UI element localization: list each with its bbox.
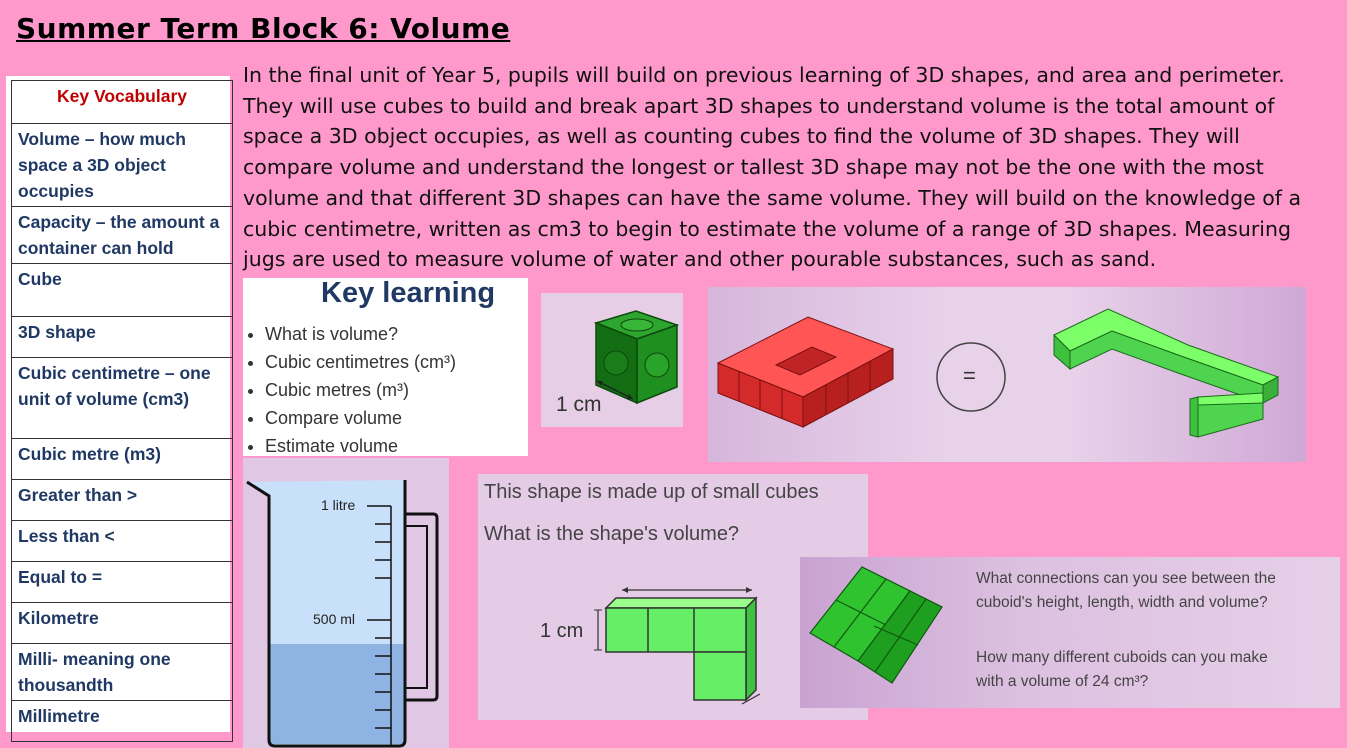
vocab-row: Kilometre [12, 603, 233, 644]
vocab-row: Greater than > [12, 480, 233, 521]
list-item: • What is volume? [265, 320, 456, 348]
question-2-line-2: with a volume of 24 cm³? [976, 673, 1149, 690]
water-fill [269, 644, 405, 744]
jug-label-500-ml: 500 ml [313, 611, 356, 627]
connections-question-1 [976, 567, 1276, 615]
cube-size-label: 1 cm [556, 393, 602, 416]
connections-panel [800, 557, 1340, 708]
list-item: • Estimate volume [265, 432, 456, 460]
page-title: Summer Term Block 6: Volume [16, 12, 511, 45]
vocab-row: Capacity – the amount a container can hold [12, 207, 233, 264]
shape-question-line-1: This shape is made up of small cubes [484, 481, 819, 503]
connections-question-2 [976, 646, 1268, 694]
unit-cube-panel [541, 293, 683, 427]
vocab-row: Cubic centimetre – one unit of volume (cm3) [12, 358, 233, 439]
vocab-row: Equal to = [12, 562, 233, 603]
equals-symbol: = [963, 363, 976, 388]
shape-question-line-2: What is the shape's volume? [484, 523, 740, 545]
vocabulary-table [11, 80, 233, 742]
key-learning-list [247, 320, 456, 460]
question-2-line-1: How many different cuboids can you make [976, 649, 1268, 666]
key-vocabulary-panel [6, 76, 230, 732]
equal-volume-panel [708, 287, 1306, 462]
vocabulary-heading: Key Vocabulary [12, 81, 233, 124]
vocab-row: Volume – how much space a 3D object occupies [12, 124, 233, 207]
vocab-row: 3D shape [12, 317, 233, 358]
list-item: • Cubic metres (m³) [265, 376, 456, 404]
list-item: • Compare volume [265, 404, 456, 432]
vocab-row: Milli- meaning one thousandth [12, 644, 233, 701]
measuring-jug-panel [243, 458, 449, 748]
vocab-row: Cubic metre (m3) [12, 439, 233, 480]
jug-label-1-litre: 1 litre [321, 497, 356, 513]
intro-paragraph: In the final unit of Year 5, pupils will build on previous learning of 3D shapes, and area and perimeter. They will use cubes to build and break apart 3D shapes to understand volume is the total amount of space a 3D object occupies, as well as counting cubes to find the volume of 3D shapes. They will compare volume and understand the longest or tallest 3D shape may not be the one with the most volume and that different 3D shapes can have the same volume. They will build on the knowledge of a cubic centimetre, written as cm3 to begin to estimate the volume of a range of 3D shapes. Measuring jugs are used to measure volume of water and other pourable substances, such as sand. [243, 63, 1302, 272]
vocab-row: Millimetre [12, 701, 233, 742]
vocab-row: Cube [12, 264, 233, 317]
key-learning-panel [243, 278, 528, 456]
question-1-line-1: What connections can you see between the [976, 570, 1276, 587]
key-learning-heading: Key learning [321, 277, 496, 309]
question-1-line-2: cuboid's height, length, width and volume? [976, 594, 1268, 611]
equal-volume-illustration [708, 287, 1306, 462]
vocab-row: Less than < [12, 521, 233, 562]
shape-unit-label: 1 cm [540, 620, 584, 642]
list-item: • Cubic centimetres (cm³) [265, 348, 456, 376]
